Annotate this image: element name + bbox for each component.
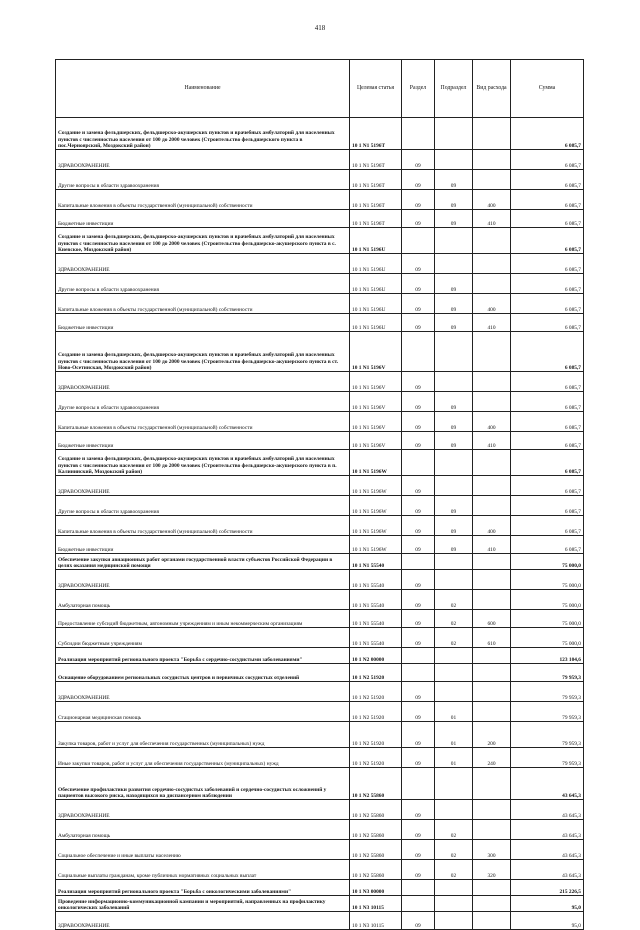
table-row <box>56 450 584 476</box>
header-section: Раздел <box>402 60 435 118</box>
cell-target: 10 1 N1 5196U <box>350 254 402 274</box>
cell-sum: 43 645,3 <box>511 820 584 840</box>
cell-kind: 400 <box>473 516 511 536</box>
cell-subsection: 09 <box>435 536 473 554</box>
table-header-row <box>56 60 584 118</box>
cell-target: 10 1 N1 5196W <box>350 536 402 554</box>
cell-sum: 6 085,7 <box>511 450 584 476</box>
cell-kind <box>473 476 511 496</box>
cell-subsection: 02 <box>435 860 473 880</box>
cell-subsection: 01 <box>435 748 473 768</box>
cell-kind: 410 <box>473 210 511 228</box>
cell-name: Бюджетные инвестиции <box>56 536 350 554</box>
cell-target: 10 1 N1 55540 <box>350 610 402 628</box>
cell-section: 09 <box>402 682 435 702</box>
cell-subsection <box>435 648 473 664</box>
cell-sum: 6 085,7 <box>511 536 584 554</box>
cell-kind <box>473 496 511 516</box>
cell-section <box>402 768 435 800</box>
cell-section: 09 <box>402 372 435 392</box>
cell-section: 09 <box>402 314 435 332</box>
cell-kind <box>473 372 511 392</box>
cell-kind <box>473 170 511 190</box>
budget-table <box>55 59 584 930</box>
cell-subsection: 09 <box>435 496 473 516</box>
cell-subsection <box>435 372 473 392</box>
cell-section: 09 <box>402 860 435 880</box>
cell-kind: 400 <box>473 190 511 210</box>
cell-subsection: 09 <box>435 190 473 210</box>
cell-section: 09 <box>402 516 435 536</box>
cell-name: Социальное обеспечение и иные выплаты населению <box>56 840 350 860</box>
cell-name: Реализация мероприятий регионального проекта "Борьба с онкологическими заболеваниями" <box>56 880 350 896</box>
cell-kind <box>473 590 511 610</box>
cell-subsection <box>435 664 473 682</box>
cell-sum: 43 645,3 <box>511 840 584 860</box>
cell-sum: 6 085,7 <box>511 432 584 450</box>
cell-target: 10 1 N1 5196T <box>350 150 402 170</box>
cell-kind: 410 <box>473 314 511 332</box>
cell-target: 10 1 N2 55860 <box>350 800 402 820</box>
cell-target: 10 1 N1 55540 <box>350 628 402 648</box>
cell-section: 09 <box>402 150 435 170</box>
cell-name: Другие вопросы в области здравоохранения <box>56 496 350 516</box>
cell-subsection: 01 <box>435 702 473 722</box>
cell-kind: 200 <box>473 722 511 748</box>
cell-section: 09 <box>402 294 435 314</box>
cell-sum: 6 085,7 <box>511 150 584 170</box>
table-row <box>56 628 584 648</box>
cell-subsection: 09 <box>435 412 473 432</box>
table-row <box>56 768 584 800</box>
table-row <box>56 412 584 432</box>
cell-sum: 6 085,7 <box>511 516 584 536</box>
cell-kind <box>473 702 511 722</box>
cell-subsection: 02 <box>435 628 473 648</box>
cell-name: Бюджетные инвестиции <box>56 314 350 332</box>
cell-sum: 6 085,7 <box>511 294 584 314</box>
table-row <box>56 372 584 392</box>
cell-section: 09 <box>402 628 435 648</box>
cell-subsection: 09 <box>435 274 473 294</box>
cell-name: ЗДРАВООХРАНЕНИЕ <box>56 150 350 170</box>
cell-subsection <box>435 570 473 590</box>
table-row <box>56 896 584 912</box>
cell-name: Иные закупки товаров, работ и услуг для обеспечения государственных (муниципальных) нужд <box>56 748 350 768</box>
cell-section <box>402 880 435 896</box>
table-row <box>56 150 584 170</box>
cell-target: 10 1 N1 5196W <box>350 496 402 516</box>
cell-sum: 79 959,3 <box>511 722 584 748</box>
cell-target: 10 1 N1 5196V <box>350 372 402 392</box>
cell-target: 10 1 N2 51920 <box>350 682 402 702</box>
cell-subsection <box>435 476 473 496</box>
cell-name: Капитальные вложения в объекты государственной (муниципальной) собственности <box>56 412 350 432</box>
cell-section: 09 <box>402 536 435 554</box>
cell-sum: 79 959,3 <box>511 702 584 722</box>
table-row <box>56 536 584 554</box>
cell-subsection <box>435 800 473 820</box>
table-row <box>56 392 584 412</box>
cell-name: Предоставление субсидий бюджетным, автономным учреждениям и иным некоммерческим организациям <box>56 610 350 628</box>
cell-name: ЗДРАВООХРАНЕНИЕ <box>56 800 350 820</box>
cell-name: ЗДРАВООХРАНЕНИЕ <box>56 912 350 930</box>
cell-subsection <box>435 150 473 170</box>
cell-name: Обеспечение профилактики развития сердечно-сосудистых заболеваний и сердечно-сосудистых осложнений у пациентов высокого риска, находящихся на диспансерном наблюдении <box>56 768 350 800</box>
cell-kind <box>473 118 511 150</box>
cell-name: Создание и замена фельдшерских, фельдшерско-акушерских пунктов и врачебных амбулаторий для населенных пунктов с численностью населения от 100 до 2000 человек (Строительство фельдшерского пункта в пос.Черноярский, Моздокский район) <box>56 118 350 150</box>
cell-sum: 95,0 <box>511 896 584 912</box>
cell-name: Капитальные вложения в объекты государственной (муниципальной) собственности <box>56 190 350 210</box>
cell-target: 10 1 N1 5196V <box>350 412 402 432</box>
cell-kind <box>473 682 511 702</box>
cell-kind <box>473 228 511 254</box>
cell-name: Социальные выплаты гражданам, кроме публичных нормативных социальных выплат <box>56 860 350 880</box>
cell-subsection: 09 <box>435 314 473 332</box>
cell-section <box>402 228 435 254</box>
cell-name: Бюджетные инвестиции <box>56 432 350 450</box>
table-row <box>56 294 584 314</box>
cell-kind <box>473 768 511 800</box>
cell-kind <box>473 800 511 820</box>
cell-sum: 43 645,3 <box>511 800 584 820</box>
table-row <box>56 648 584 664</box>
cell-kind <box>473 664 511 682</box>
cell-section: 09 <box>402 570 435 590</box>
cell-kind <box>473 820 511 840</box>
cell-sum: 6 085,7 <box>511 170 584 190</box>
cell-subsection <box>435 554 473 570</box>
cell-sum: 75 000,0 <box>511 610 584 628</box>
cell-target: 10 1 N1 5196T <box>350 170 402 190</box>
cell-sum: 43 645,3 <box>511 768 584 800</box>
cell-section <box>402 450 435 476</box>
table-row <box>56 432 584 450</box>
cell-target: 10 1 N3 00000 <box>350 880 402 896</box>
cell-kind <box>473 392 511 412</box>
cell-kind <box>473 274 511 294</box>
cell-subsection: 09 <box>435 516 473 536</box>
cell-section: 09 <box>402 840 435 860</box>
cell-sum: 6 085,7 <box>511 372 584 392</box>
cell-sum: 79 959,3 <box>511 664 584 682</box>
cell-section: 09 <box>402 170 435 190</box>
cell-kind: 240 <box>473 748 511 768</box>
cell-kind: 300 <box>473 840 511 860</box>
cell-kind: 410 <box>473 432 511 450</box>
table-row <box>56 254 584 274</box>
cell-section: 09 <box>402 912 435 930</box>
cell-section: 09 <box>402 432 435 450</box>
cell-sum: 6 085,7 <box>511 476 584 496</box>
cell-kind: 600 <box>473 610 511 628</box>
table-row <box>56 664 584 682</box>
cell-name: ЗДРАВООХРАНЕНИЕ <box>56 570 350 590</box>
table-row <box>56 476 584 496</box>
cell-sum: 6 085,7 <box>511 392 584 412</box>
table-row <box>56 840 584 860</box>
cell-section: 09 <box>402 800 435 820</box>
cell-kind <box>473 912 511 930</box>
cell-subsection <box>435 228 473 254</box>
table-row <box>56 820 584 840</box>
cell-subsection: 02 <box>435 610 473 628</box>
cell-section: 09 <box>402 748 435 768</box>
cell-sum: 6 085,7 <box>511 190 584 210</box>
cell-name: Закупка товаров, работ и услуг для обеспечения государственных (муниципальных) нужд <box>56 722 350 748</box>
table-row <box>56 516 584 536</box>
cell-target: 10 1 N2 51920 <box>350 702 402 722</box>
table-row <box>56 590 584 610</box>
cell-name: ЗДРАВООХРАНЕНИЕ <box>56 254 350 274</box>
cell-subsection <box>435 896 473 912</box>
cell-target: 10 1 N1 5196T <box>350 118 402 150</box>
cell-sum: 6 085,7 <box>511 228 584 254</box>
table-row <box>56 880 584 896</box>
cell-target: 10 1 N1 5196V <box>350 332 402 372</box>
cell-section <box>402 664 435 682</box>
cell-kind <box>473 554 511 570</box>
table-row <box>56 748 584 768</box>
cell-target: 10 1 N2 51920 <box>350 664 402 682</box>
cell-target: 10 1 N3 10115 <box>350 912 402 930</box>
cell-kind: 400 <box>473 412 511 432</box>
cell-subsection <box>435 768 473 800</box>
cell-target: 10 1 N2 55860 <box>350 820 402 840</box>
table-row <box>56 314 584 332</box>
cell-target: 10 1 N1 55540 <box>350 590 402 610</box>
table-row <box>56 682 584 702</box>
cell-target: 10 1 N1 5196W <box>350 476 402 496</box>
cell-name: Реализация мероприятий регионального проекта "Борьба с сердечно-сосудистыми заболеваниями" <box>56 648 350 664</box>
cell-subsection: 02 <box>435 820 473 840</box>
table-row <box>56 554 584 570</box>
cell-subsection <box>435 880 473 896</box>
table-row <box>56 702 584 722</box>
cell-name: Другие вопросы в области здравоохранения <box>56 274 350 294</box>
cell-subsection: 01 <box>435 722 473 748</box>
cell-kind <box>473 332 511 372</box>
cell-name: Создание и замена фельдшерских, фельдшерско-акушерских пунктов и врачебных амбулаторий для населенных пунктов с численностью населения от 100 до 2000 человек (Строительство фельдшерско-акушерского пункта в ст. Ново-Осетинская, Моздокский район) <box>56 332 350 372</box>
cell-section: 09 <box>402 254 435 274</box>
cell-sum: 79 959,3 <box>511 682 584 702</box>
table-row <box>56 860 584 880</box>
cell-sum: 95,0 <box>511 912 584 930</box>
cell-kind: 320 <box>473 860 511 880</box>
cell-name: Проведение информационно-коммуникационной кампании и мероприятий, направленных на профилактику онкологических заболеваний <box>56 896 350 912</box>
cell-subsection: 02 <box>435 590 473 610</box>
cell-subsection <box>435 254 473 274</box>
header-target: Целевая статья <box>350 60 402 118</box>
cell-kind <box>473 450 511 476</box>
cell-target: 10 1 N1 55540 <box>350 554 402 570</box>
cell-name: Другие вопросы в области здравоохранения <box>56 170 350 190</box>
cell-subsection: 09 <box>435 170 473 190</box>
cell-target: 10 1 N3 10115 <box>350 896 402 912</box>
cell-target: 10 1 N1 55540 <box>350 570 402 590</box>
cell-name: Капитальные вложения в объекты государственной (муниципальной) собственности <box>56 294 350 314</box>
cell-section: 09 <box>402 610 435 628</box>
table-row <box>56 118 584 150</box>
cell-sum: 6 085,7 <box>511 412 584 432</box>
cell-name: ЗДРАВООХРАНЕНИЕ <box>56 682 350 702</box>
cell-target: 10 1 N2 55860 <box>350 768 402 800</box>
cell-name: Оснащение оборудованием региональных сосудистых центров и первичных сосудистых отделений <box>56 664 350 682</box>
cell-sum: 6 085,7 <box>511 314 584 332</box>
cell-section: 09 <box>402 476 435 496</box>
cell-subsection: 09 <box>435 210 473 228</box>
cell-name: Обеспечение закупки авиационных работ органами государственной власти субъектов Российской Федерации в целях оказания медицинской помощи <box>56 554 350 570</box>
cell-sum: 6 085,7 <box>511 254 584 274</box>
cell-subsection: 09 <box>435 294 473 314</box>
cell-sum: 75 000,0 <box>511 554 584 570</box>
cell-sum: 6 085,7 <box>511 274 584 294</box>
header-sum: Сумма <box>511 60 584 118</box>
cell-target: 10 1 N1 5196V <box>350 392 402 412</box>
table-body <box>56 118 584 930</box>
cell-section <box>402 896 435 912</box>
cell-subsection <box>435 682 473 702</box>
table-row <box>56 210 584 228</box>
cell-subsection <box>435 118 473 150</box>
cell-subsection: 09 <box>435 432 473 450</box>
cell-target: 10 1 N2 55860 <box>350 860 402 880</box>
table-row <box>56 190 584 210</box>
cell-section: 09 <box>402 210 435 228</box>
cell-sum: 6 085,7 <box>511 332 584 372</box>
cell-kind: 400 <box>473 294 511 314</box>
cell-subsection: 02 <box>435 840 473 860</box>
table-row <box>56 610 584 628</box>
cell-section: 09 <box>402 412 435 432</box>
cell-section: 09 <box>402 274 435 294</box>
cell-target: 10 1 N1 5196T <box>350 210 402 228</box>
header-name: Наименование <box>56 60 350 118</box>
cell-target: 10 1 N1 5196U <box>350 228 402 254</box>
cell-name: Создание и замена фельдшерских, фельдшерско-акушерских пунктов и врачебных амбулаторий для населенных пунктов с численностью населения от 100 до 2000 человек (Строительство фельдшерско-акушерского пункта в с. Киевское, Моздокский район) <box>56 228 350 254</box>
table-row <box>56 332 584 372</box>
header-kind: Вид расхода <box>473 60 511 118</box>
cell-section: 09 <box>402 722 435 748</box>
cell-sum: 79 959,3 <box>511 748 584 768</box>
cell-sum: 75 000,0 <box>511 570 584 590</box>
cell-sum: 75 000,0 <box>511 590 584 610</box>
cell-subsection <box>435 332 473 372</box>
cell-target: 10 1 N1 5196V <box>350 432 402 450</box>
cell-kind <box>473 254 511 274</box>
cell-kind <box>473 648 511 664</box>
cell-kind <box>473 150 511 170</box>
cell-section <box>402 118 435 150</box>
cell-name: Амбулаторная помощь <box>56 820 350 840</box>
cell-target: 10 1 N1 5196W <box>350 450 402 476</box>
cell-target: 10 1 N1 5196U <box>350 314 402 332</box>
cell-kind: 610 <box>473 628 511 648</box>
cell-section: 09 <box>402 496 435 516</box>
cell-sum: 215 226,5 <box>511 880 584 896</box>
cell-sum: 43 645,3 <box>511 860 584 880</box>
table-row <box>56 912 584 930</box>
cell-sum: 6 085,7 <box>511 496 584 516</box>
cell-target: 10 1 N2 00000 <box>350 648 402 664</box>
cell-target: 10 1 N1 5196U <box>350 274 402 294</box>
cell-name: ЗДРАВООХРАНЕНИЕ <box>56 476 350 496</box>
cell-target: 10 1 N1 5196U <box>350 294 402 314</box>
cell-name: Стационарная медицинская помощь <box>56 702 350 722</box>
table-row <box>56 170 584 190</box>
cell-sum: 6 085,7 <box>511 210 584 228</box>
cell-subsection <box>435 450 473 476</box>
cell-name: Бюджетные инвестиции <box>56 210 350 228</box>
cell-name: ЗДРАВООХРАНЕНИЕ <box>56 372 350 392</box>
table-row <box>56 722 584 748</box>
cell-target: 10 1 N1 5196T <box>350 190 402 210</box>
header-subsection: Подраздел <box>435 60 473 118</box>
cell-name: Капитальные вложения в объекты государственной (муниципальной) собственности <box>56 516 350 536</box>
cell-kind <box>473 570 511 590</box>
cell-name: Другие вопросы в области здравоохранения <box>56 392 350 412</box>
cell-kind: 410 <box>473 536 511 554</box>
cell-section <box>402 554 435 570</box>
cell-sum: 6 085,7 <box>511 118 584 150</box>
cell-kind <box>473 880 511 896</box>
cell-kind <box>473 896 511 912</box>
cell-target: 10 1 N2 51920 <box>350 722 402 748</box>
cell-name: Амбулаторная помощь <box>56 590 350 610</box>
cell-section: 09 <box>402 702 435 722</box>
cell-target: 10 1 N1 5196W <box>350 516 402 536</box>
cell-section: 09 <box>402 190 435 210</box>
table-row <box>56 228 584 254</box>
cell-subsection <box>435 912 473 930</box>
table-row <box>56 800 584 820</box>
cell-subsection: 09 <box>435 392 473 412</box>
cell-section <box>402 332 435 372</box>
table-row <box>56 496 584 516</box>
table-row <box>56 570 584 590</box>
cell-section: 09 <box>402 820 435 840</box>
cell-sum: 75 000,0 <box>511 628 584 648</box>
cell-target: 10 1 N2 55860 <box>350 840 402 860</box>
cell-section <box>402 648 435 664</box>
cell-target: 10 1 N2 51920 <box>350 748 402 768</box>
table-row <box>56 274 584 294</box>
cell-name: Создание и замена фельдшерских, фельдшерско-акушерских пунктов и врачебных амбулаторий для населенных пунктов с численностью населения от 100 до 2000 человек (Строительство фельдшерско-акушерского пункта в п. Калининский, Моздокский район) <box>56 450 350 476</box>
page-number: 418 <box>314 24 326 32</box>
cell-name: Субсидии бюджетным учреждениям <box>56 628 350 648</box>
cell-section: 09 <box>402 590 435 610</box>
cell-section: 09 <box>402 392 435 412</box>
cell-sum: 123 104,6 <box>511 648 584 664</box>
